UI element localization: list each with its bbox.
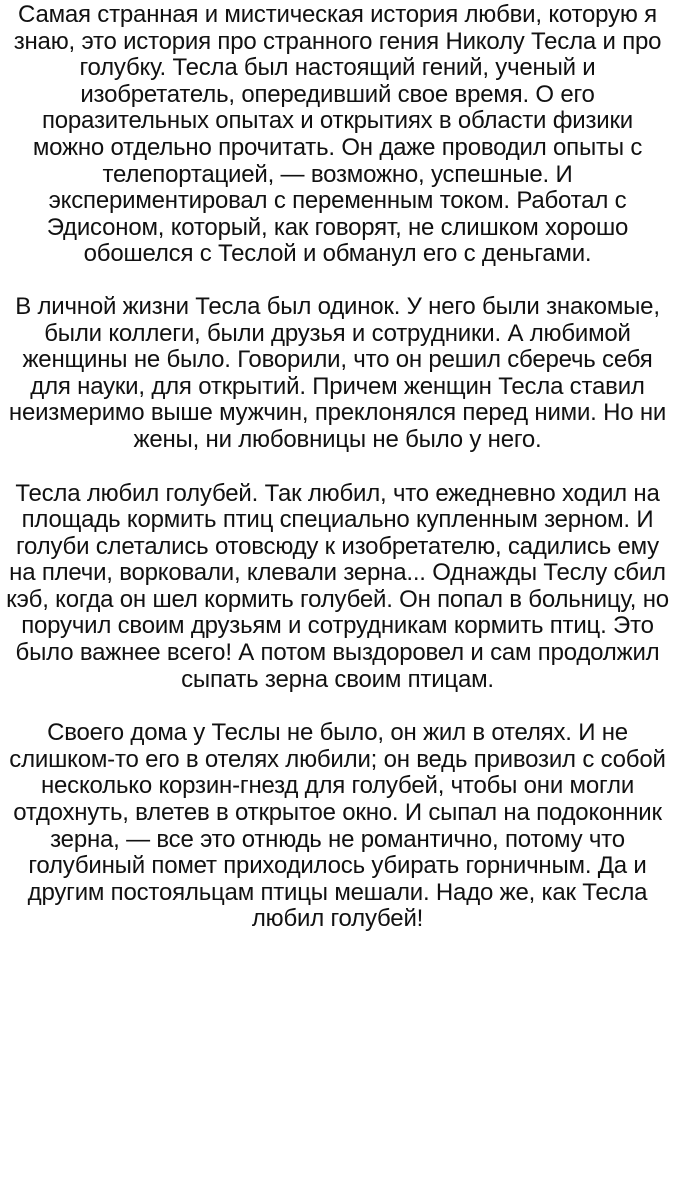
paragraph-personal-life: В личной жизни Тесла был одинок. У него были знакомые, были коллеги, были друзья и сотрудники. А любимой женщины не было. Говорили, что он решил сберечь себя для науки, для открытий. Причем женщин Тесла ставил неизмеримо выше мужчин, преклонялся перед ними. Но ни жены, ни любовницы не было у него. (8, 292, 667, 453)
paragraph-intro: Самая странная и мистическая история любви, которую я знаю, это история про странного гения Николу Тесла и про голубку. Тесла был настоящий гений, ученый и изобретатель, опередивший свое время. О его поразительных опытах и открытиях в области физики можно отдельно прочитать. Он даже проводил опыты с телепортацией, — возможно, успешные. И экспериментировал с переменным током. Работал с Эдисоном, который, как говорят, не слишком хорошо обошелся с Теслой и обманул его с деньгами. (13, 1, 662, 268)
paragraph-pigeons: Тесла любил голубей. Так любил, что ежедневно ходил на площадь кормить птиц специально купленным зерном. И голуби слетались отовсюду к изобретателю, садились ему на плечи, ворковали, клевали зерна... Однажды Теслу сбил кэб, когда он шел кормить голубей. Он попал в больницу, но поручил своим друзьям и сотрудникам кормить птиц. Это было важнее всего! А потом выздоровел и сам продолжил сыпать зерна своим птицам. (6, 479, 669, 693)
paragraph-hotels: Своего дома у Теслы не было, он жил в отелях. И не слишком-то его в отелях любили; он ведь привозил с собой несколько корзин-гнезд для голубей, чтобы они могли отдохнуть, влетев в открытое окно. И сыпал на подоконник зерна, — все это отнюдь не романтично, потому что голубиный помет приходилось убирать горничным. Да и другим постояльцам птицы мешали. Надо же, как Тесла любил голубей! (9, 719, 666, 933)
